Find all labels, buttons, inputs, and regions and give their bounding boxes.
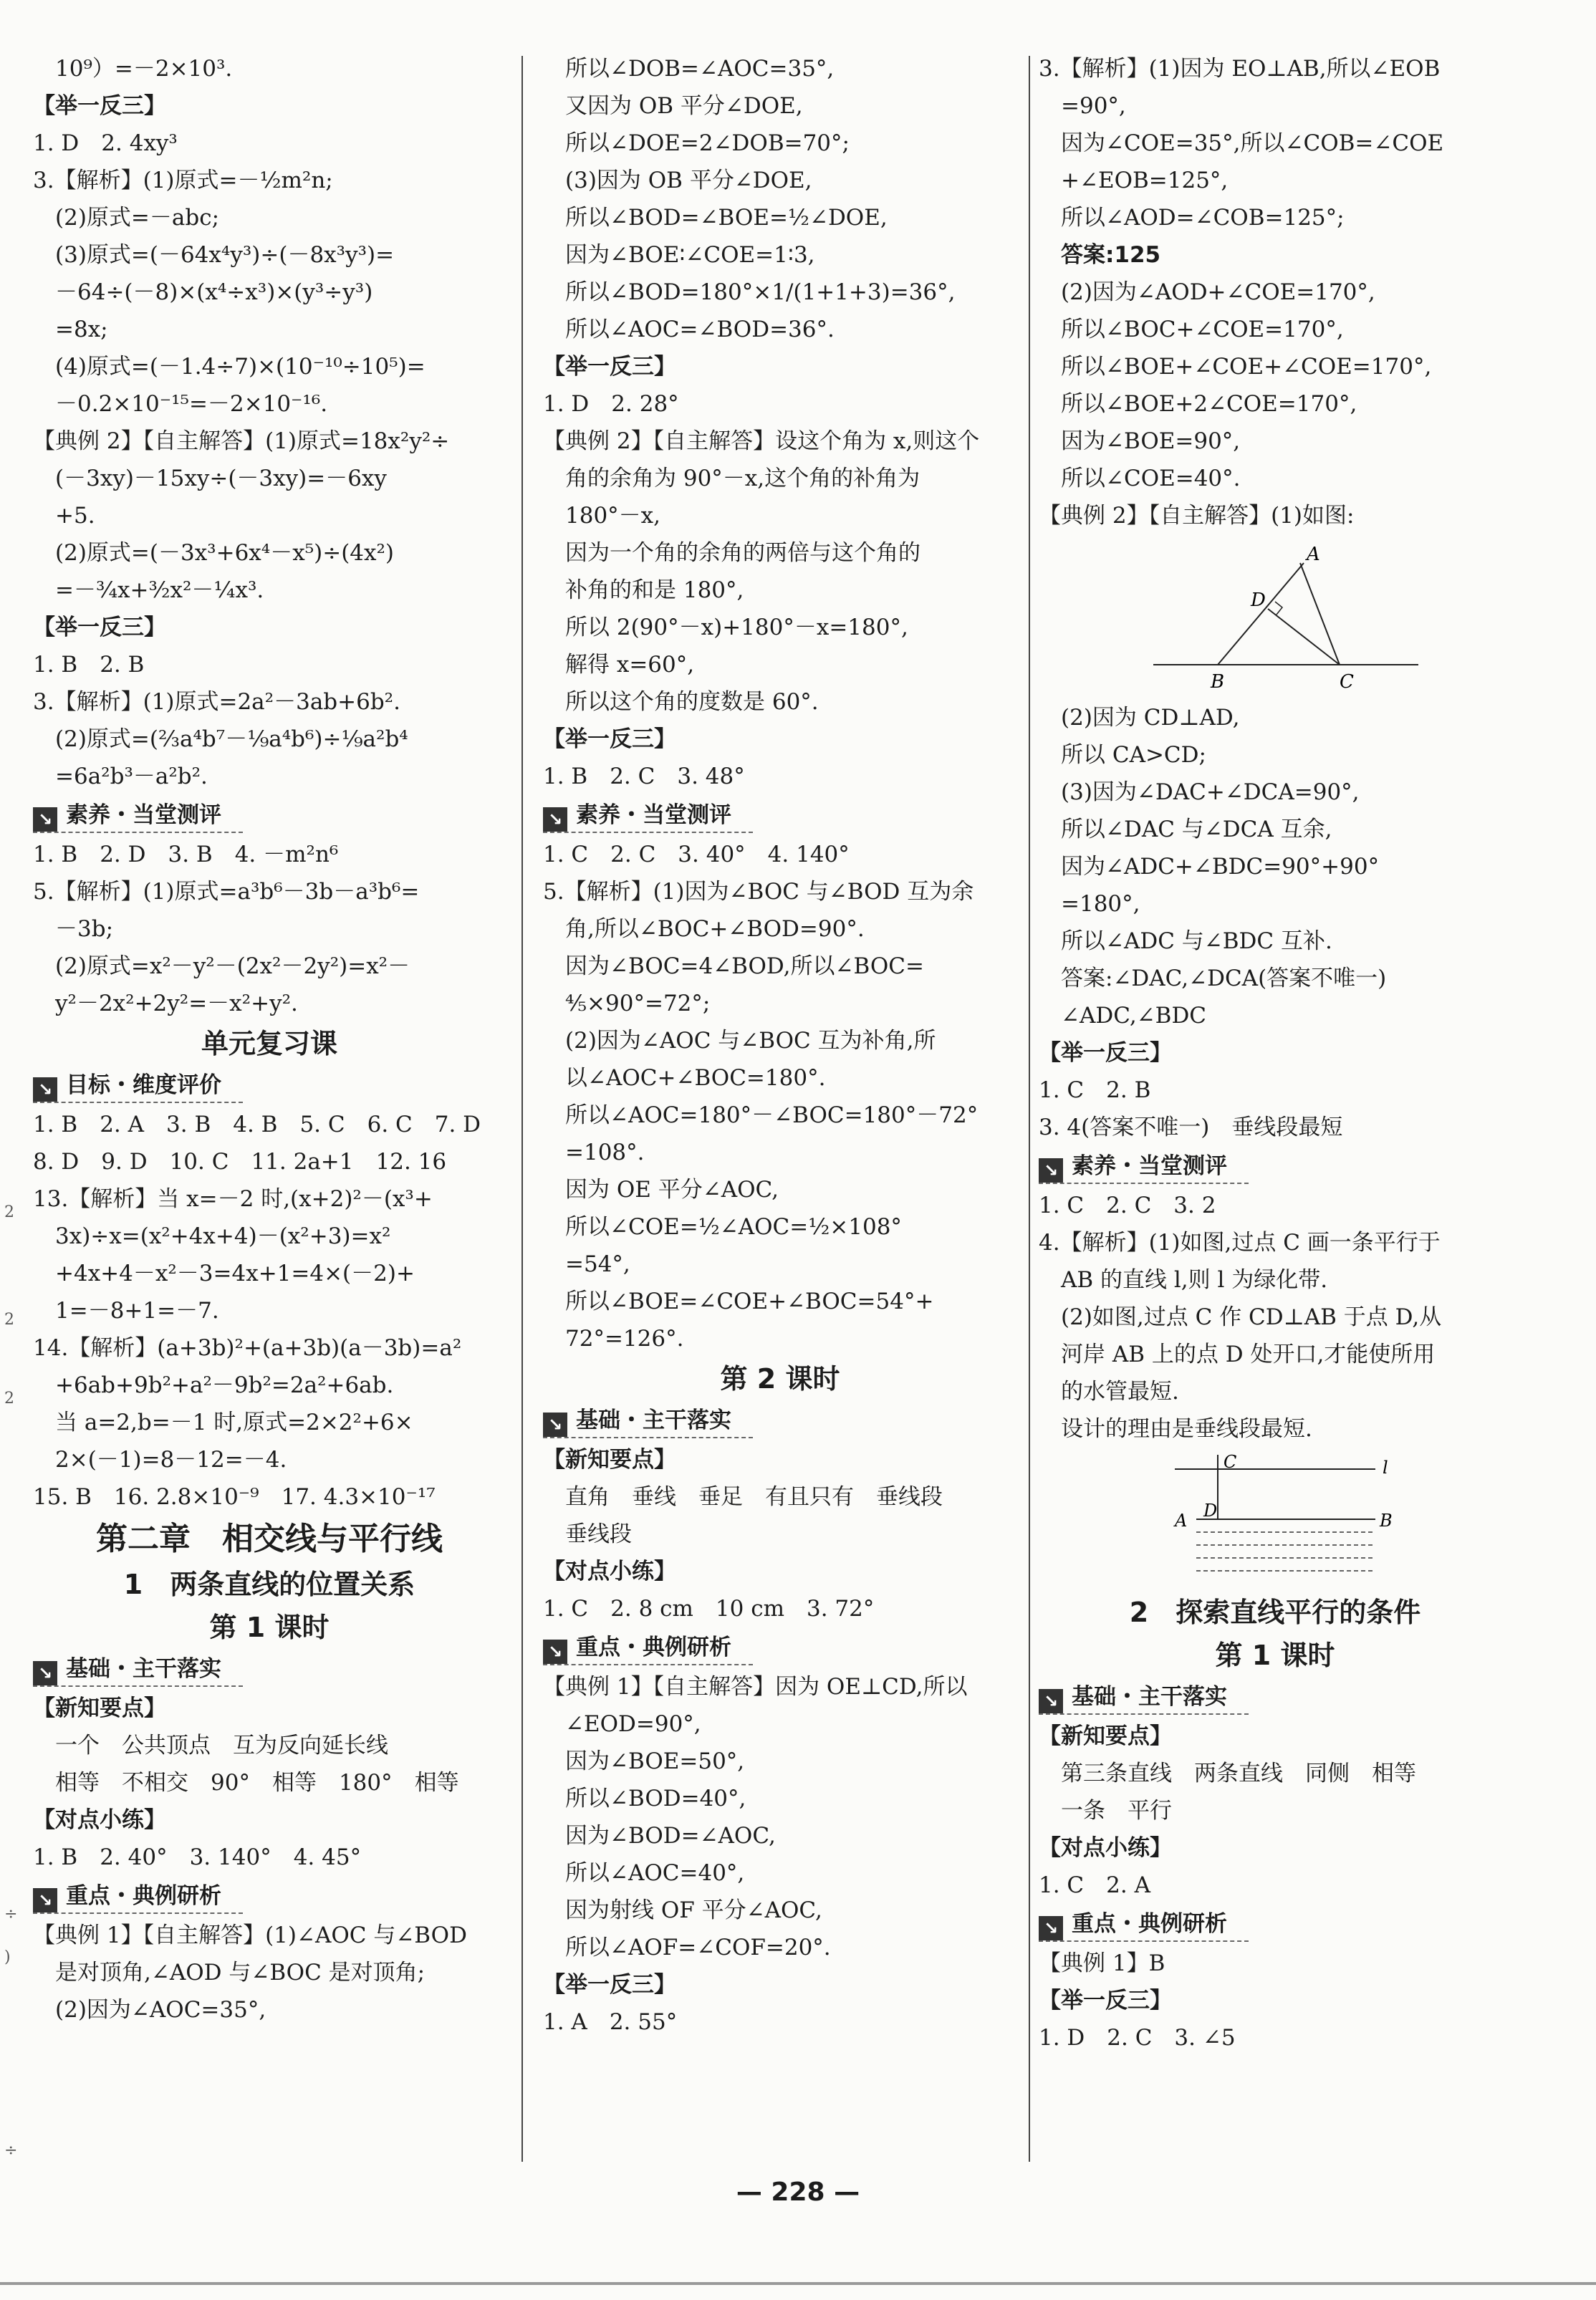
text-line: 所以∠AOF=∠COF=20°. [543,1935,831,1960]
section-title: 重点・典例研析 [576,1635,731,1660]
river-figure [1039,1448,1483,1591]
section-arrow-icon: ↘ [543,1640,567,1664]
text-line: 3.【解析】(1)原式=－½m²n; [33,168,333,193]
section-header [33,1069,243,1103]
text-line: 【举一反三】 [543,726,676,752]
text-line: 所以∠COE=40°. [1039,466,1241,491]
text-line: 1. C 2. C 3. 40° 4. 140° [543,842,850,867]
text-line: 所以∠BOD=40°, [543,1786,746,1811]
section-arrow-icon: ↘ [33,1661,57,1685]
text-line: 【举一反三】 [543,354,676,380]
text-line: 3. 4(答案不唯一) 垂线段最短 [1039,1115,1343,1140]
text-line: 河岸 AB 上的点 D 处开口,才能使所用 [1039,1342,1436,1367]
text-line: 所以 CA>CD; [1039,742,1206,768]
text-line: (2)如图,过点 C 作 CD⊥AB 于点 D,从 [1039,1304,1442,1330]
text-line: 所以∠ADC 与∠BDC 互补. [1039,928,1332,954]
text-line: 1. C 2. 8 cm 10 cm 3. 72° [543,1596,875,1622]
fig-label: C [1340,671,1354,693]
text-line: 3.【解析】(1)原式=2a²－3ab+6b². [33,689,400,715]
text-line: 第三条直线 两条直线 同侧 相等 [1039,1761,1416,1786]
text-line: 1=－8+1=－7. [33,1298,219,1324]
text-line: 所以∠DOE=2∠DOB=70°; [543,130,850,156]
text-line: －3b; [33,916,114,942]
text-line: 又因为 OB 平分∠DOE, [543,93,803,119]
text-line: (2)原式=－abc; [33,205,220,231]
text-line: 【举一反三】 [1039,1040,1172,1066]
text-line: 相等 不相交 90° 相等 180° 相等 [33,1770,459,1796]
text-line: 所以这个角的度数是 60°. [543,689,819,715]
heading: 2 探索直线平行的条件 [1129,1597,1421,1628]
text-line: 是对顶角,∠AOD 与∠BOC 是对顶角; [33,1960,426,1986]
text-line: 【对点小练】 [1039,1835,1172,1861]
text-line: 因为一个角的余角的两倍与这个角的 [543,540,920,566]
text-line: 垂线段 [543,1521,632,1547]
text-line: (2)原式=x²－y²－(2x²－2y²)=x²－ [33,953,410,979]
section-header [33,1880,243,1914]
text-line: 因为∠BOE∶∠COE=1∶3, [543,242,815,268]
text-line: ⅘×90°=72°; [543,991,711,1016]
column-divider [521,56,523,2162]
fig-label: B [1211,671,1225,693]
fig-label: B [1380,1511,1393,1531]
fig-label: D [1203,1501,1218,1521]
text-line: =8x; [33,317,108,342]
text-line: 所以∠AOC=180°－∠BOC=180°－72° [543,1102,979,1128]
section-header [1039,1150,1249,1184]
text-line: 【对点小练】 [543,1559,676,1584]
text-line: +∠EOB=125°, [1039,168,1229,193]
section-title: 基础・主干落实 [576,1408,731,1433]
text-line: (2)因为∠AOC=35°, [33,1997,266,2023]
text-line: 因为∠BOD=∠AOC, [543,1823,776,1849]
text-line: 1. D 2. 4xy³ [33,130,178,156]
text-line: 所以∠BOE+∠COE+∠COE=170°, [1039,354,1432,380]
section-title: 目标・维度评价 [66,1072,221,1098]
text-line: (2)因为∠AOD+∠COE=170°, [1039,279,1375,305]
text-line: 【典例 2】【自主解答】设这个角为 x,则这个 [543,428,980,454]
text-line: =6a²b³－a²b². [33,764,208,789]
text-line: (3)因为 OB 平分∠DOE, [543,168,812,193]
text-line: 所以∠BOE+2∠COE=170°, [1039,391,1357,417]
triangle-figure [1039,534,1483,699]
margin-mark: 2 [4,1390,14,1408]
section-header [33,1653,243,1687]
text-line: (2)因为 CD⊥AD, [1039,705,1240,731]
text-line: (2)原式=(⅔a⁴b⁷－⅑a⁴b⁶)÷⅑a²b⁴ [33,726,408,752]
text-line: 所以∠BOC+∠COE=170°, [1039,317,1344,342]
text-line: 答案:125 [1039,242,1161,268]
fig-label: l [1383,1458,1388,1478]
text-line: 因为∠ADC+∠BDC=90°+90° [1039,854,1380,880]
text-line: 1. B 2. 40° 3. 140° 4. 45° [33,1844,362,1870]
text-line: 5.【解析】(1)原式=a³b⁶－3b－a³b⁶= [33,879,420,905]
text-line: 【典例 1】B [1039,1950,1165,1976]
section-arrow-icon: ↘ [33,807,57,832]
text-line: 15. B 16. 2.8×10⁻⁹ 17. 4.3×10⁻¹⁷ [33,1484,436,1510]
text-line: 所以∠DAC 与∠DCA 互余, [1039,817,1332,842]
section-arrow-icon: ↘ [33,1077,57,1102]
text-line: 14.【解析】(a+3b)²+(a+3b)(a－3b)=a² [33,1335,462,1361]
text-line: 2×(－1)=8－12=－4. [33,1447,287,1473]
section-title: 基础・主干落实 [1072,1684,1227,1710]
text-line: 1. B 2. D 3. B 4. －m²n⁶ [33,842,339,867]
text-line: 解得 x=60°, [543,652,695,678]
text-line: 【典例 2】【自主解答】(1)如图: [1039,503,1355,529]
text-line: 72°=126°. [543,1326,684,1352]
section-title: 素养・当堂测评 [1072,1153,1227,1179]
text-line: 所以∠COE=½∠AOC=½×108° [543,1214,902,1240]
text-line: 【新知要点】 [543,1447,676,1473]
text-line: (2)因为∠AOC 与∠BOC 互为补角,所 [543,1028,936,1054]
text-line: (3)原式=(－64x⁴y³)÷(－8x³y³)= [33,242,395,268]
text-line: 的水管最短. [1039,1379,1179,1405]
margin-mark: ÷ [4,2142,18,2160]
bottom-rule [0,2282,1596,2285]
text-line: 因为 OE 平分∠AOC, [543,1177,779,1203]
text-line: =90°, [1039,93,1126,119]
text-line: 1. C 2. C 3. 2 [1039,1193,1216,1218]
text-line: +6ab+9b²+a²－9b²=2a²+6ab. [33,1372,394,1398]
text-line: ∠EOD=90°, [543,1711,701,1737]
text-line: 【典例 1】【自主解答】(1)∠AOC 与∠BOD [33,1923,467,1948]
text-line: 5.【解析】(1)因为∠BOC 与∠BOD 互为余 [543,879,974,905]
text-line: =108°. [543,1140,645,1165]
column-left [33,50,506,2029]
text-line: 1. D 2. 28° [543,391,679,417]
text-line: 角,所以∠BOC+∠BOD=90°. [543,916,865,942]
text-line: 【举一反三】 [33,93,166,119]
section-header [543,1405,753,1438]
text-line: 一条 平行 [1039,1798,1172,1824]
text-line: 所以∠AOD=∠COB=125°; [1039,205,1345,231]
text-line: 答案:∠DAC,∠DCA(答案不唯一) [1039,966,1387,991]
text-line: 8. D 9. D 10. C 11. 2a+1 12. 16 [33,1149,447,1175]
text-line: 13.【解析】当 x=－2 时,(x+2)²－(x³+ [33,1186,433,1212]
section-header [1039,1908,1249,1942]
text-line: 【对点小练】 [33,1807,166,1833]
text-line: 1. C 2. A [1039,1872,1150,1898]
text-line: －64÷(－8)×(x⁴÷x³)×(y³÷y³) [33,279,373,305]
text-line: 所以∠BOE=∠COE+∠BOC=54°+ [543,1289,934,1314]
text-line: －0.2×10⁻¹⁵=－2×10⁻¹⁶. [33,391,328,417]
text-line: 所以∠BOD=180°×1/(1+1+3)=36°, [543,279,956,305]
section-arrow-icon: ↘ [543,807,567,832]
section-header [1039,1681,1249,1715]
text-line: (2)原式=(－3x³+6x⁴－x⁵)÷(4x²) [33,540,395,566]
text-line: =54°, [543,1251,630,1277]
text-line: 【举一反三】 [543,1972,676,1998]
column-divider [1029,56,1030,2162]
text-line: 以∠AOC+∠BOC=180°. [543,1065,826,1091]
text-line: 1. A 2. 55° [543,2009,678,2035]
heading: 1 两条直线的位置关系 [123,1569,415,1600]
text-line: 因为射线 OF 平分∠AOC, [543,1897,822,1923]
text-line: 当 a=2,b=－1 时,原式=2×2²+6× [33,1410,413,1435]
text-line: 所以∠BOD=∠BOE=½∠DOE, [543,205,888,231]
section-arrow-icon: ↘ [1039,1916,1063,1940]
section-title: 重点・典例研析 [1072,1911,1227,1937]
heading: 第 2 课时 [720,1363,840,1395]
fig-label: C [1224,1452,1237,1472]
text-line: 3x)÷x=(x²+4x+4)－(x²+3)=x² [33,1223,391,1249]
text-line: 180°－x, [543,503,661,529]
heading: 第 1 课时 [209,1612,330,1643]
text-line: (－3xy)－15xy÷(－3xy)=－6xy [33,466,387,491]
section-title: 素养・当堂测评 [576,802,731,828]
section-arrow-icon: ↘ [1039,1689,1063,1713]
text-line: 【典例 2】【自主解答】(1)原式=18x²y²÷ [33,428,450,454]
section-arrow-icon: ↘ [1039,1158,1063,1183]
heading: 第 1 课时 [1215,1640,1335,1671]
text-line: (3)因为∠DAC+∠DCA=90°, [1039,779,1360,805]
text-line: 4.【解析】(1)如图,过点 C 画一条平行于 [1039,1230,1441,1256]
text-line: 所以∠DOB=∠AOC=35°, [543,56,835,82]
text-line: 【新知要点】 [1039,1723,1172,1749]
text-line: 【新知要点】 [33,1695,166,1721]
fig-label: D [1251,590,1266,611]
section-header [543,1632,753,1665]
text-line: AB 的直线 l,则 l 为绿化带. [1039,1267,1328,1293]
text-line: =180°, [1039,891,1140,917]
text-line: 1. B 2. B [33,652,145,678]
text-line: +5. [33,503,95,529]
text-line: 1. C 2. B [1039,1077,1151,1103]
column-middle [543,50,1017,2041]
text-line: 直角 垂线 垂足 有且只有 垂线段 [543,1484,943,1510]
section-arrow-icon: ↘ [33,1888,57,1912]
text-line: 【典例 1】【自主解答】因为 OE⊥CD,所以 [543,1674,968,1700]
heading: 第二章 相交线与平行线 [96,1521,443,1557]
text-line: 补角的和是 180°, [543,577,744,603]
fig-label: A [1175,1511,1188,1531]
text-line: y²－2x²+2y²=－x²+y². [33,991,298,1016]
text-line: 3.【解析】(1)因为 EO⊥AB,所以∠EOB [1039,56,1441,82]
text-line: 角的余角为 90°－x,这个角的补角为 [543,466,920,491]
fig-label: A [1307,544,1320,565]
text-line: 所以 2(90°－x)+180°－x=180°, [543,615,908,640]
text-line: (4)原式=(－1.4÷7)×(10⁻¹⁰÷10⁵)= [33,354,426,380]
text-line: 1. B 2. C 3. 48° [543,764,745,789]
column-right [1039,50,1511,2056]
text-line: 所以∠AOC=∠BOD=36°. [543,317,835,342]
margin-mark: ) [4,1948,11,1966]
text-line: 因为∠BOE=50°, [543,1748,745,1774]
text-line: 所以∠AOC=40°, [543,1860,745,1886]
text-line: 设计的理由是垂线段最短. [1039,1416,1312,1442]
margin-mark: 2 [4,1203,14,1221]
margin-mark: 2 [4,1311,14,1329]
section-header [543,799,753,833]
margin-mark: ÷ [4,1905,18,1923]
section-arrow-icon: ↘ [543,1413,567,1437]
text-line: 因为∠COE=35°,所以∠COB=∠COE [1039,130,1444,156]
text-line: 10⁹）=－2×10³. [33,56,233,82]
text-line: +4x+4－x²－3=4x+1=4×(－2)+ [33,1261,415,1286]
text-line: =－¾x+³⁄₂x²－¼x³. [33,577,264,603]
text-line: ∠ADC,∠BDC [1039,1003,1207,1029]
page-number: — 228 — [736,2178,860,2207]
text-line: 1. D 2. C 3. ∠5 [1039,2025,1236,2051]
section-header [33,799,243,833]
section-title: 基础・主干落实 [66,1656,221,1682]
text-line: 一个 公共顶点 互为反向延长线 [33,1733,388,1758]
heading: 单元复习课 [201,1028,337,1059]
section-title: 素养・当堂测评 [66,802,221,828]
text-line: 【举一反三】 [33,615,166,640]
text-line: 【举一反三】 [1039,1988,1172,2013]
text-line: 因为∠BOC=4∠BOD,所以∠BOC= [543,953,924,979]
text-line: 1. B 2. A 3. B 4. B 5. C 6. C 7. D [33,1112,481,1137]
text-line: 因为∠BOE=90°, [1039,428,1241,454]
section-title: 重点・典例研析 [66,1883,221,1909]
